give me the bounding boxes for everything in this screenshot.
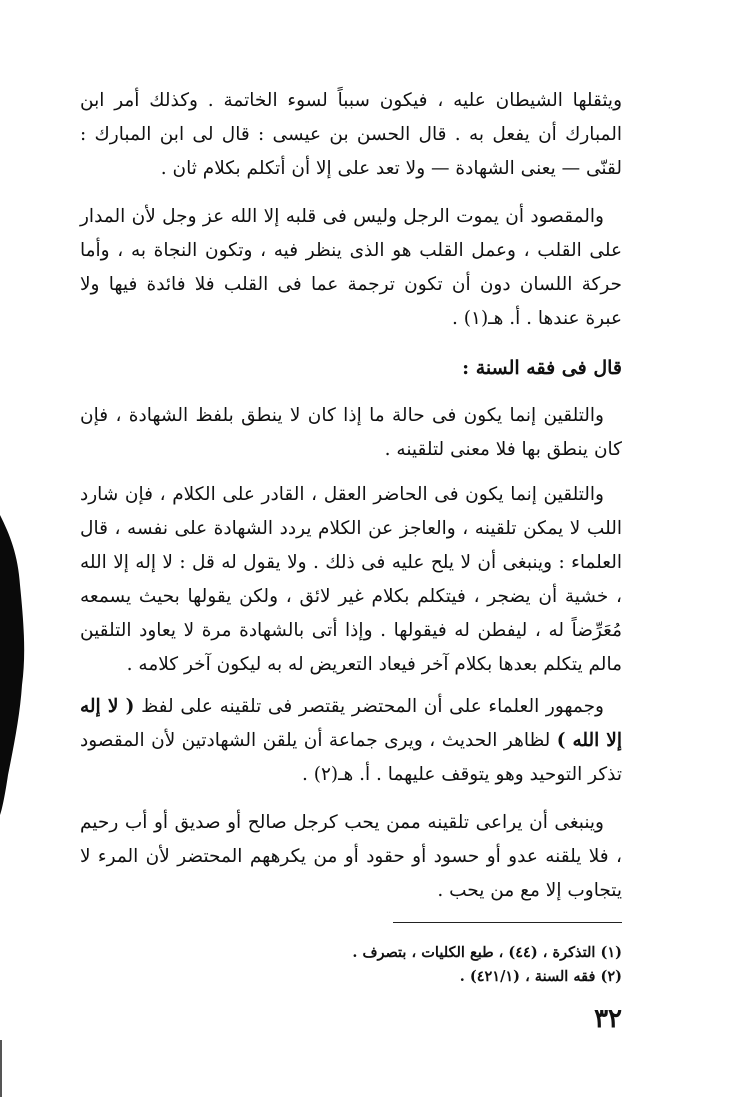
paragraph-3: والتلقين إنما يكون فى حالة ما إذا كان لا ينطق بلفظ الشهادة ، فإن كان ينطق بها فلا معنى لتلقينه . (80, 405, 622, 460)
paragraph-5 (80, 690, 622, 792)
paragraph-5-text-c: لظاهر الحديث ، ويرى جماعة أن يلقن الشهادتين لأن المقصود تذكر التوحيد وهو يتوقف عليهما . أ. هـ(٢) . (80, 730, 622, 785)
page-number: ٣٢ (594, 1004, 622, 1034)
footnote-2: (٢) فقه السنة ، (٤٢١/١) . (459, 968, 622, 985)
paragraph-2: والمقصود أن يموت الرجل وليس فى قلبه إلا الله عز وجل لأن المدار على القلب ، وعمل القلب هو الذى ينظر فيه ، وتكون النجاة به ، وأما حركة اللسان دون أن تكون ترجمة عما فى القلب فلا فائدة فيها ولا عبرة عندها . أ. هـ(١) . (80, 206, 622, 329)
tawhid-phrase: ( لا إله إلا الله ) (80, 696, 622, 751)
paragraph-1: ويثقلها الشيطان عليه ، فيكون سبباً لسوء الخاتمة . وكذلك أمر ابن المبارك أن يفعل به . قال الحسن بن عيسى : قال لى ابن المبارك : لقنّى — يعنى الشهادة — ولا تعد على إلا أن أتكلم بكلام ثان . (80, 90, 622, 179)
scan-edge-line (0, 1040, 2, 1097)
scan-shadow (0, 515, 28, 815)
paragraph-4: والتلقين إنما يكون فى الحاضر العقل ، القادر على الكلام ، فإن شارد اللب لا يمكن تلقينه ، والعاجز عن الكلام يردد الشهادة على نفسه ، قال العلماء : وينبغى أن لا يلح عليه فى ذلك . ولا يقول له قل : لا إله إلا الله ، خشية أن يضجر ، فيتكلم بكلام غير لائق ، ولكن يقولها بحيث يسمعه مُعَرِّضاً له ، ليفطن له فيقولها . وإذا أتى بالشهادة مرة لا يعاود التلقين مالم يتكلم بعدها بكلام آخر فيعاد التعريض له به ليكون آخر كلامه . (80, 484, 622, 675)
footnote-1: (١) التذكرة ، (٤٤) ، طبع الكليات ، بتصرف . (352, 944, 622, 961)
section-heading: قال فى فقه السنة : (462, 357, 622, 379)
paragraph-5-text-a: وجمهور العلماء على أن المحتضر يقتصر فى تلقينه على لفظ (141, 696, 604, 717)
footnote-divider (393, 922, 622, 923)
paragraph-6: وينبغى أن يراعى تلقينه ممن يحب كرجل صالح أو صديق أو أب رحيم ، فلا يلقنه عدو أو حسود أو حقود أو من يكرههم المحتضر لأن المرء لا يتجاوب إلا مع من يحب . (80, 812, 622, 901)
